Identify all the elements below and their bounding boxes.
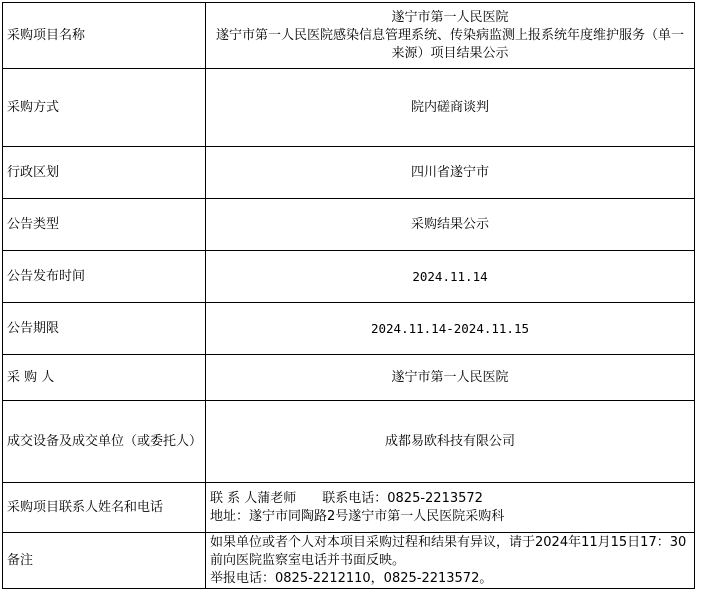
label-notice-type: 公告类型 xyxy=(3,199,206,251)
value-contact xyxy=(206,483,695,533)
label-project-name: 采购项目名称 xyxy=(3,3,206,69)
label-purchaser: 采 购 人 xyxy=(3,355,206,401)
value-purchaser: 遂宁市第一人民医院 xyxy=(206,355,695,401)
row-procurement-method xyxy=(3,69,695,147)
value-winning-bidder: 成都易欧科技有限公司 xyxy=(206,401,695,483)
label-winning-bidder: 成交设备及成交单位（或委托人） xyxy=(3,401,206,483)
project-hospital-name: 遂宁市第一人民医院 xyxy=(391,9,509,25)
value-publish-date: 2024.11.14 xyxy=(206,251,695,303)
row-contact xyxy=(3,483,695,533)
label-remarks: 备注 xyxy=(3,533,206,589)
row-winning-bidder xyxy=(3,401,695,483)
label-region: 行政区划 xyxy=(3,147,206,199)
value-region: 四川省遂宁市 xyxy=(206,147,695,199)
row-remarks xyxy=(3,533,695,589)
row-notice-period xyxy=(3,303,695,355)
value-remarks xyxy=(206,533,695,589)
value-notice-period: 2024.11.14-2024.11.15 xyxy=(206,303,695,355)
procurement-notice-table xyxy=(2,2,695,589)
row-region xyxy=(3,147,695,199)
label-contact: 采购项目联系人姓名和电话 xyxy=(3,483,206,533)
contact-address: 地址：遂宁市同陶路2号遂宁市第一人民医院采购科 xyxy=(210,508,505,524)
row-notice-type xyxy=(3,199,695,251)
project-title: 遂宁市第一人民医院感染信息管理系统、传染病监测上报系统年度维护服务（单一来源）项目结果公示 xyxy=(215,27,684,61)
remarks-report-phone: 举报电话：0825-2212110，0825-2213572。 xyxy=(210,570,493,586)
value-project-name xyxy=(206,3,695,69)
value-procurement-method: 院内磋商谈判 xyxy=(206,69,695,147)
remarks-objection-text: 如果单位或者个人对本项目采购过程和结果有异议，请于2024年11月15日17：30前向医院监察室电话并书面反映。 xyxy=(210,534,687,568)
contact-person-phone: 联 系 人蒲老师 联系电话：0825-2213572 xyxy=(210,490,483,506)
row-purchaser xyxy=(3,355,695,401)
row-project-name xyxy=(3,3,695,69)
value-notice-type: 采购结果公示 xyxy=(206,199,695,251)
label-publish-date: 公告发布时间 xyxy=(3,251,206,303)
row-publish-date xyxy=(3,251,695,303)
label-notice-period: 公告期限 xyxy=(3,303,206,355)
label-procurement-method: 采购方式 xyxy=(3,69,206,147)
